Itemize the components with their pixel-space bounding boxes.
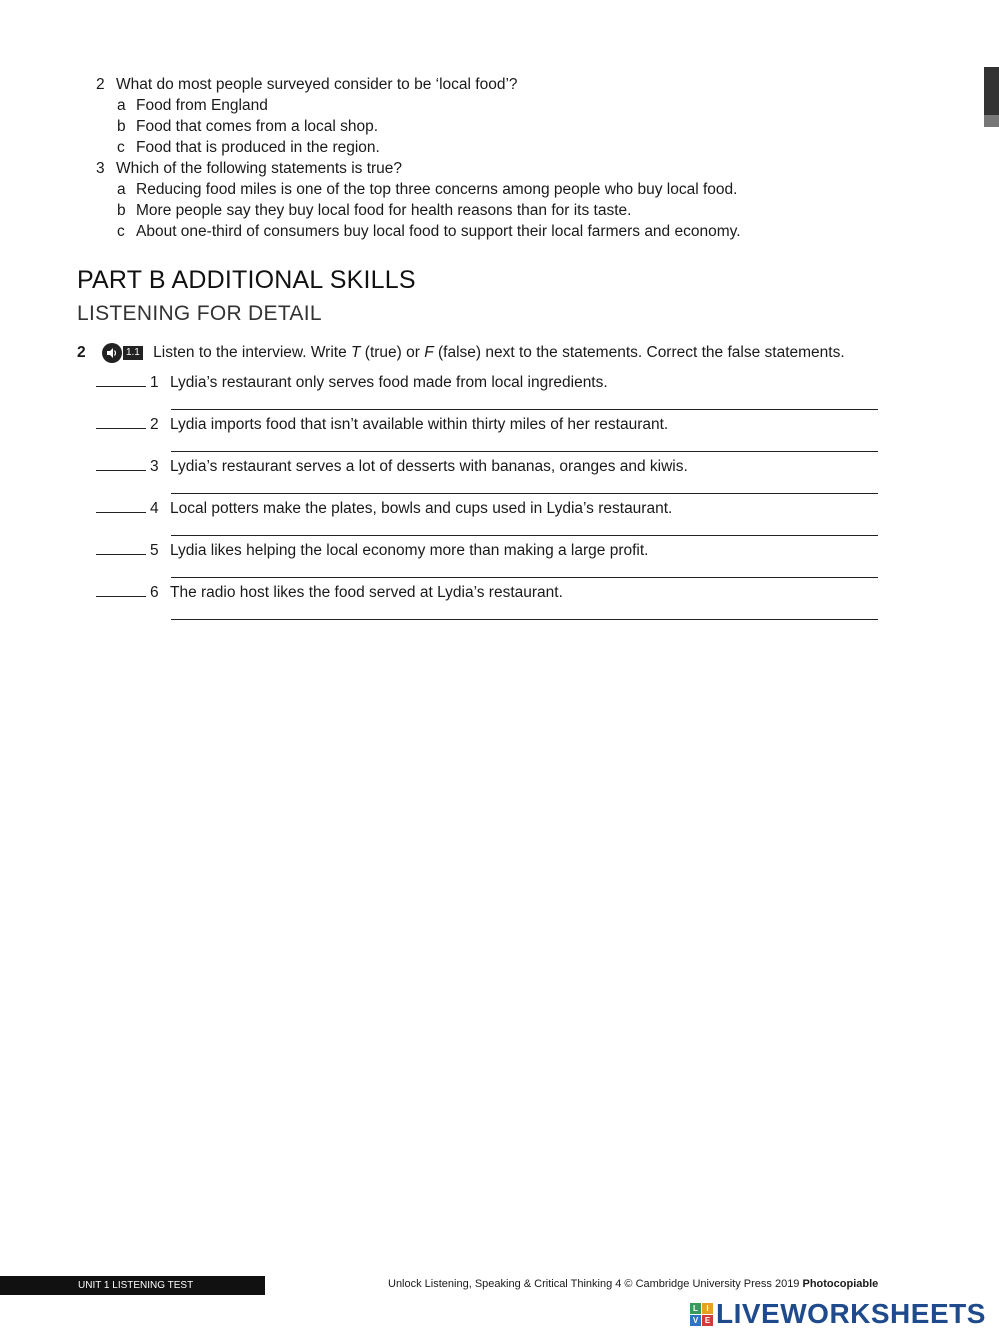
statement-row bbox=[96, 498, 672, 518]
option-letter: b bbox=[117, 118, 126, 135]
footer-photocopiable: Photocopiable bbox=[802, 1278, 879, 1290]
tf-answer-blank[interactable] bbox=[96, 582, 146, 597]
option-letter: a bbox=[117, 97, 126, 114]
option-text: Reducing food miles is one of the top three concerns among people who buy local food. bbox=[136, 181, 738, 198]
footer-credit bbox=[388, 1278, 878, 1290]
correction-line[interactable] bbox=[171, 535, 878, 536]
statement-number: 4 bbox=[150, 500, 159, 517]
option-2a[interactable] bbox=[117, 95, 268, 116]
question-text: Which of the following statements is true? bbox=[116, 160, 403, 177]
question-text: What do most people surveyed consider to be ‘local food’? bbox=[116, 76, 518, 93]
option-letter: c bbox=[117, 223, 125, 240]
statement-number: 1 bbox=[150, 374, 159, 391]
option-2c[interactable] bbox=[117, 137, 380, 158]
tf-answer-blank[interactable] bbox=[96, 414, 146, 429]
question-2 bbox=[96, 74, 518, 95]
exercise-instruction bbox=[77, 343, 845, 363]
statement-number: 5 bbox=[150, 542, 159, 559]
correction-line[interactable] bbox=[171, 409, 878, 410]
tf-answer-blank[interactable] bbox=[96, 456, 146, 471]
exercise-number: 2 bbox=[77, 344, 86, 362]
page-edge-tab bbox=[984, 67, 999, 115]
correction-line[interactable] bbox=[171, 577, 878, 578]
option-text: Food that comes from a local shop. bbox=[136, 118, 379, 135]
statement-number: 2 bbox=[150, 416, 159, 433]
option-text: Food from England bbox=[136, 97, 268, 114]
statement-row bbox=[96, 456, 688, 476]
statement-text: Lydia’s restaurant serves a lot of desserts with bananas, oranges and kiwis. bbox=[170, 458, 688, 475]
instruction-text-1: Listen to the interview. Write bbox=[153, 344, 352, 362]
option-letter: c bbox=[117, 139, 125, 156]
instruction-true-letter: T bbox=[351, 344, 361, 362]
liveworksheets-logo-icon bbox=[690, 1303, 713, 1326]
statement-row bbox=[96, 582, 563, 602]
audio-track-number: 1.1 bbox=[123, 346, 143, 360]
option-2b[interactable] bbox=[117, 116, 378, 137]
tf-answer-blank[interactable] bbox=[96, 498, 146, 513]
option-3a[interactable] bbox=[117, 179, 737, 200]
logo-tile-i: I bbox=[702, 1303, 713, 1314]
option-letter: a bbox=[117, 181, 126, 198]
logo-tile-e: E bbox=[702, 1315, 713, 1326]
instruction-text-3: (false) next to the statements. Correct the false statements. bbox=[433, 344, 845, 362]
footer-unit-label: UNIT 1 LISTENING TEST bbox=[78, 1280, 194, 1291]
statement-text: The radio host likes the food served at Lydia’s restaurant. bbox=[170, 584, 563, 601]
correction-line[interactable] bbox=[171, 451, 878, 452]
instruction-text-2: (true) or bbox=[360, 344, 425, 362]
instruction-false-letter: F bbox=[424, 344, 434, 362]
part-title: PART B ADDITIONAL SKILLS bbox=[77, 266, 416, 294]
footer-credit-text: Unlock Listening, Speaking & Critical Thinking 4 © Cambridge University Press 2019 bbox=[388, 1278, 803, 1290]
logo-tile-v: V bbox=[690, 1315, 701, 1326]
option-text: Food that is produced in the region. bbox=[136, 139, 380, 156]
statement-text: Lydia likes helping the local economy more than making a large profit. bbox=[170, 542, 649, 559]
statement-text: Lydia’s restaurant only serves food made from local ingredients. bbox=[170, 374, 608, 391]
logo-tile-l: L bbox=[690, 1303, 701, 1314]
statement-row bbox=[96, 372, 608, 392]
statement-text: Lydia imports food that isn’t available within thirty miles of her restaurant. bbox=[170, 416, 669, 433]
page-edge-tab-lower bbox=[984, 115, 999, 127]
speaker-icon[interactable] bbox=[102, 343, 122, 363]
correction-line[interactable] bbox=[171, 493, 878, 494]
section-subtitle: LISTENING FOR DETAIL bbox=[77, 302, 322, 325]
statement-number: 6 bbox=[150, 584, 159, 601]
statement-text: Local potters make the plates, bowls and cups used in Lydia’s restaurant. bbox=[170, 500, 673, 517]
option-text: About one-third of consumers buy local food to support their local farmers and economy. bbox=[136, 223, 741, 240]
question-number: 2 bbox=[96, 76, 105, 93]
tf-answer-blank[interactable] bbox=[96, 540, 146, 555]
statement-number: 3 bbox=[150, 458, 159, 475]
option-letter: b bbox=[117, 202, 126, 219]
option-text: More people say they buy local food for health reasons than for its taste. bbox=[136, 202, 632, 219]
audio-track[interactable] bbox=[102, 343, 143, 363]
footer-unit-bar bbox=[0, 1276, 265, 1295]
statement-row bbox=[96, 540, 648, 560]
option-3b[interactable] bbox=[117, 200, 631, 221]
liveworksheets-logo[interactable] bbox=[690, 1298, 986, 1330]
correction-line[interactable] bbox=[171, 619, 878, 620]
question-3 bbox=[96, 158, 402, 179]
question-number: 3 bbox=[96, 160, 105, 177]
liveworksheets-wordmark: LIVEWORKSHEETS bbox=[716, 1298, 986, 1329]
option-3c[interactable] bbox=[117, 221, 741, 242]
statement-row bbox=[96, 414, 668, 434]
tf-answer-blank[interactable] bbox=[96, 372, 146, 387]
